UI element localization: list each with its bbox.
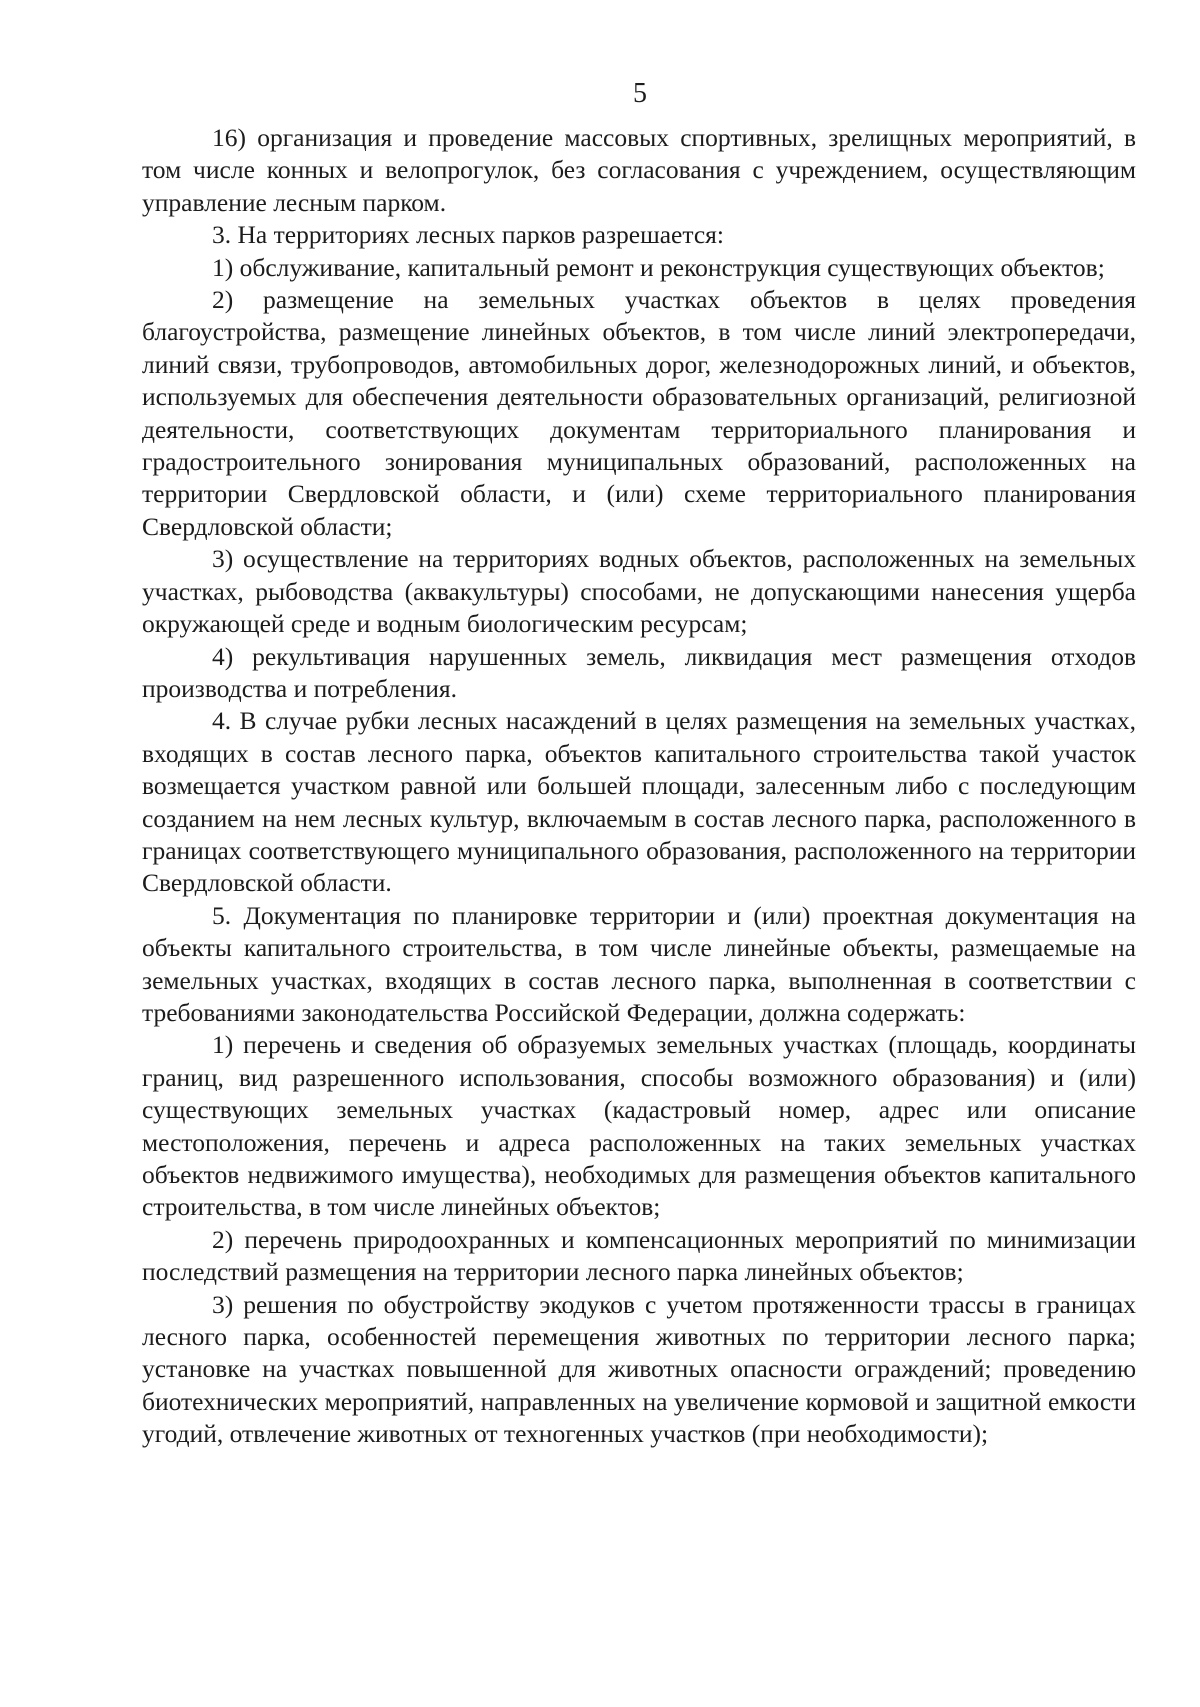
page-number: 5 [633, 78, 647, 109]
paragraph-section-4: 4. В случае рубки лесных насаждений в целях размещения на земельных участках, входящих в состав лесного парка, объектов капитального строительства такой участок возмещается участком равной или большей площади, залесенным либо с последующим созданием на нем лесных культур, включаемым в состав лесного парка, расположенного в границах соответствующего муниципального образования, расположенного на территории Свердловской области. [142, 706, 1136, 898]
paragraph-item-16: 16) организация и проведение массовых спортивных, зрелищных мероприятий, в том числе конных и велопрогулок, без согласования с учреждением, осуществляющим управление лесным парком. [142, 123, 1136, 217]
paragraph-item-3-3: 3) осуществление на территориях водных объектов, расположенных на земельных участках, рыбоводства (аквакультуры) способами, не допускающими нанесения ущерба окружающей среде и водным биологическим ресурсам; [142, 544, 1136, 639]
paragraph-section-5: 5. Документация по планировке территории и (или) проектная документация на объекты капитального строительства, в том числе линейные объекты, размещаемые на земельных участках, входящих в состав лесного парка, выполненная в соответствии с требованиями законодательства Российской Федерации, должна содержать: [142, 900, 1136, 1027]
paragraph-section-3: 3. На территориях лесных парков разрешается: [212, 220, 724, 250]
paragraph-item-5-2: 2) перечень природоохранных и компенсационных мероприятий по минимизации последствий размещения на территории лесного парка линейных объектов; [142, 1224, 1136, 1287]
paragraph-item-3-4: 4) рекультивация нарушенных земель, ликвидация мест размещения отходов производства и потребления. [142, 641, 1136, 703]
document-body [142, 122, 1136, 1451]
paragraph-item-5-3: 3) решения по обустройству экодуков с учетом протяженности трассы в границах лесного парка, особенностей перемещения животных по территории лесного парка; установке на участках повышенной для животных опасности ограждений; проведению биотехнических мероприятий, направленных на увеличение кормовой и защитной емкости угодий, отвлечение животных от техногенных участков (при необходимости); [142, 1289, 1136, 1449]
paragraph-item-3-1: 1) обслуживание, капитальный ремонт и реконструкция существующих объектов; [212, 252, 1105, 282]
paragraph-item-3-2: 2) размещение на земельных участках объектов в целях проведения благоустройства, размещение линейных объектов, в том числе линий электропередачи, линий связи, трубопроводов, автомобильных дорог, железнодорожных линий, и объектов, используемых для обеспечения деятельности образовательных организаций, религиозной деятельности, соответствующих документам территориального планирования и градостроительного зонирования муниципальных образований, расположенных на территории Свердловской области, и (или) схеме территориального планирования Свердловской области; [142, 285, 1136, 541]
paragraph-item-5-1: 1) перечень и сведения об образуемых земельных участках (площадь, координаты границ, вид разрешенного использования, способы возможного образования) и (или) существующих земельных участках (кадастровый номер, адрес или описание местоположения, перечень и адреса расположенных на таких земельных участках объектов недвижимого имущества), необходимых для размещения объектов капитального строительства, в том числе линейных объектов; [142, 1030, 1136, 1222]
